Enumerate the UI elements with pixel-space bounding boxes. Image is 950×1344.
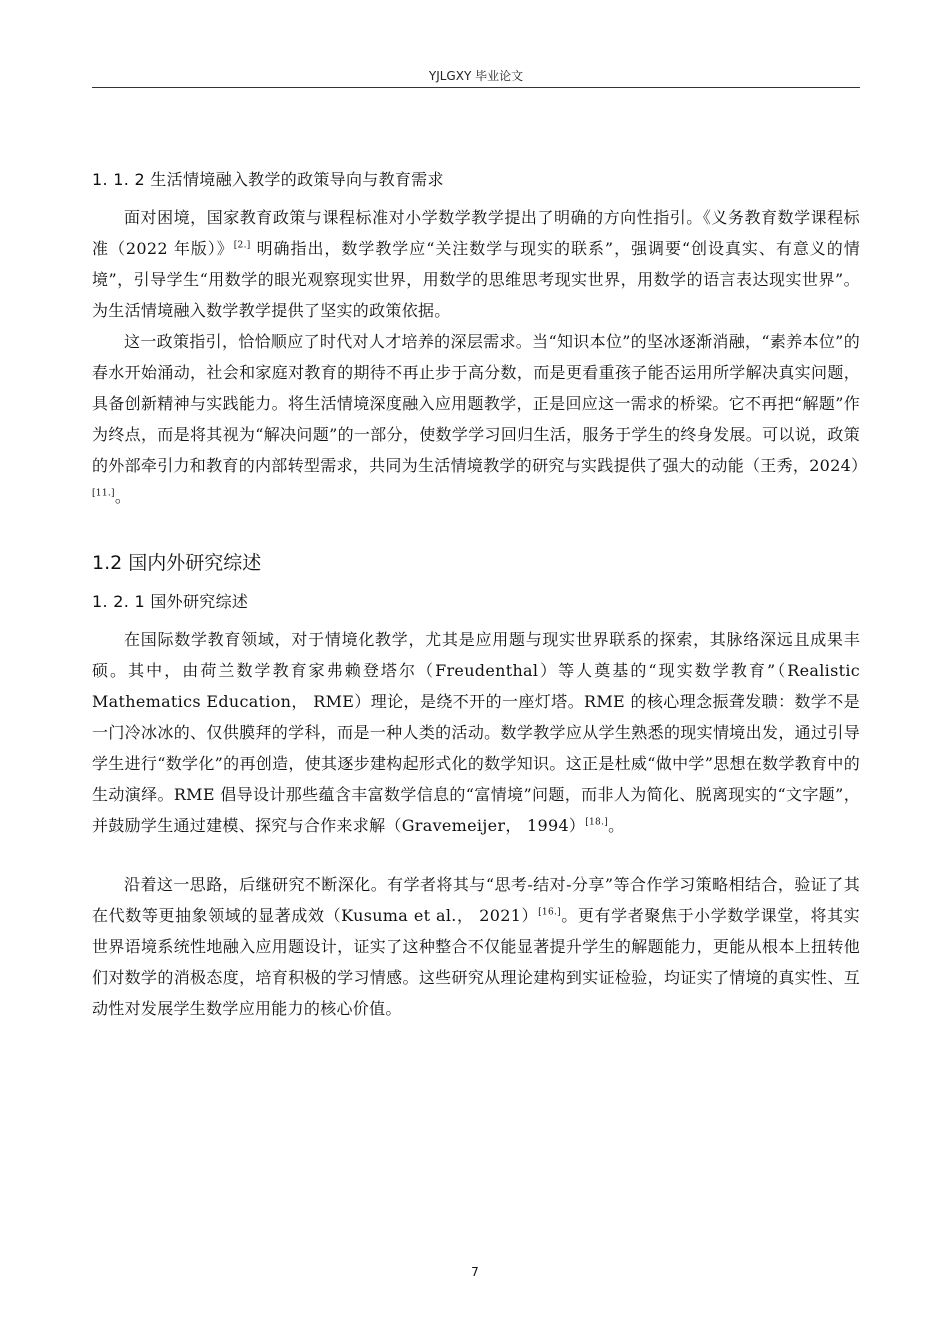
paragraph: 沿着这一思路，后继研究不断深化。有学者将其与“思考-结对-分享”等合作学习策略相结合，验证了其在代数等更抽象领域的显著成效（Kusuma et al.， 2021）[16.]。更有学者聚焦于小学数学课堂，将其实世界语境系统性地融入应用题设计，证实了这种整合不仅能显著提升学生的解题能力，更能从根本上扭转他们对数学的消极态度，培育积极的学习情感。这些研究从理论建构到实证检验，均证实了情境的真实性、互动性对发展学生数学应用能力的核心价值。 xyxy=(92,875,860,1018)
citation-ref: [11.] xyxy=(92,488,115,499)
section-heading-1-2-1: 1. 2. 1 国外研究综述 xyxy=(92,592,249,611)
paragraph-gap xyxy=(92,841,860,869)
header-rule xyxy=(92,87,860,88)
citation-ref: [2.] xyxy=(233,240,251,251)
section-heading-1-2: 1.2 国内外研究综述 xyxy=(92,552,262,574)
citation-ref: [18.] xyxy=(585,817,609,828)
section-heading-1-1-2: 1. 1. 2 生活情境融入教学的政策导向与教育需求 xyxy=(92,170,444,189)
page-body xyxy=(92,166,868,1024)
paragraph: 这一政策指引，恰恰顺应了时代对人才培养的深层需求。当“知识本位”的坚冰逐渐消融，“素养本位”的春水开始涌动，社会和家庭对教育的期待不再止步于高分数，而是更看重孩子能否运用所学解决真实问题，具备创新精神与实践能力。将生活情境深度融入应用题教学，正是回应这一需求的桥梁。它不再把“解题”作为终点，而是将其视为“解决问题”的一部分，使数学学习回归生活，服务于学生的终身发展。可以说，政策的外部牵引力和教育的内部转型需求，共同为生活情境教学的研究与实践提供了强大的动能（王秀，2024）[11.]。 xyxy=(92,332,868,506)
page-header: YJLGXY 毕业论文 xyxy=(428,69,524,83)
paragraph: 面对困境，国家教育政策与课程标准对小学数学教学提出了明确的方向性指引。《义务教育数学课程标准（2022 年版）》[2.] 明确指出，数学教学应“关注数学与现实的联系”，强调要“创设真实、有意义的情境”，引导学生“用数学的眼光观察现实世界，用数学的思维思考现实世界，用数学的语言表达现实世界”。为生活情境融入数学教学提供了坚实的政策依据。 xyxy=(92,208,860,320)
page-number: 7 xyxy=(471,1265,479,1279)
paragraph: 在国际数学教育领域，对于情境化教学，尤其是应用题与现实世界联系的探索，其脉络深远且成果丰硕。其中，由荷兰数学教育家弗赖登塔尔（Freudenthal）等人奠基的“现实数学教育”（Realistic Mathematics Education， RME）理论，是绕不开的一座灯塔。RME 的核心理念振聋发聩：数学不是一门冷冰冰的、仅供膜拜的学科，而是一种人类的活动。数学教学应从学生熟悉的现实情境出发，通过引导学生进行“数学化”的再创造，使其逐步建构起形式化的数学知识。这正是杜威“做中学”思想在数学教育中的生动演绎。RME 倡导设计那些蕴含丰富数学信息的“富情境”问题，而非人为简化、脱离现实的“文字题”，并鼓励学生通过建模、探究与合作来求解（Gravemeijer， 1994）[18.]。 xyxy=(92,630,860,835)
citation-ref: [16.] xyxy=(538,907,561,918)
